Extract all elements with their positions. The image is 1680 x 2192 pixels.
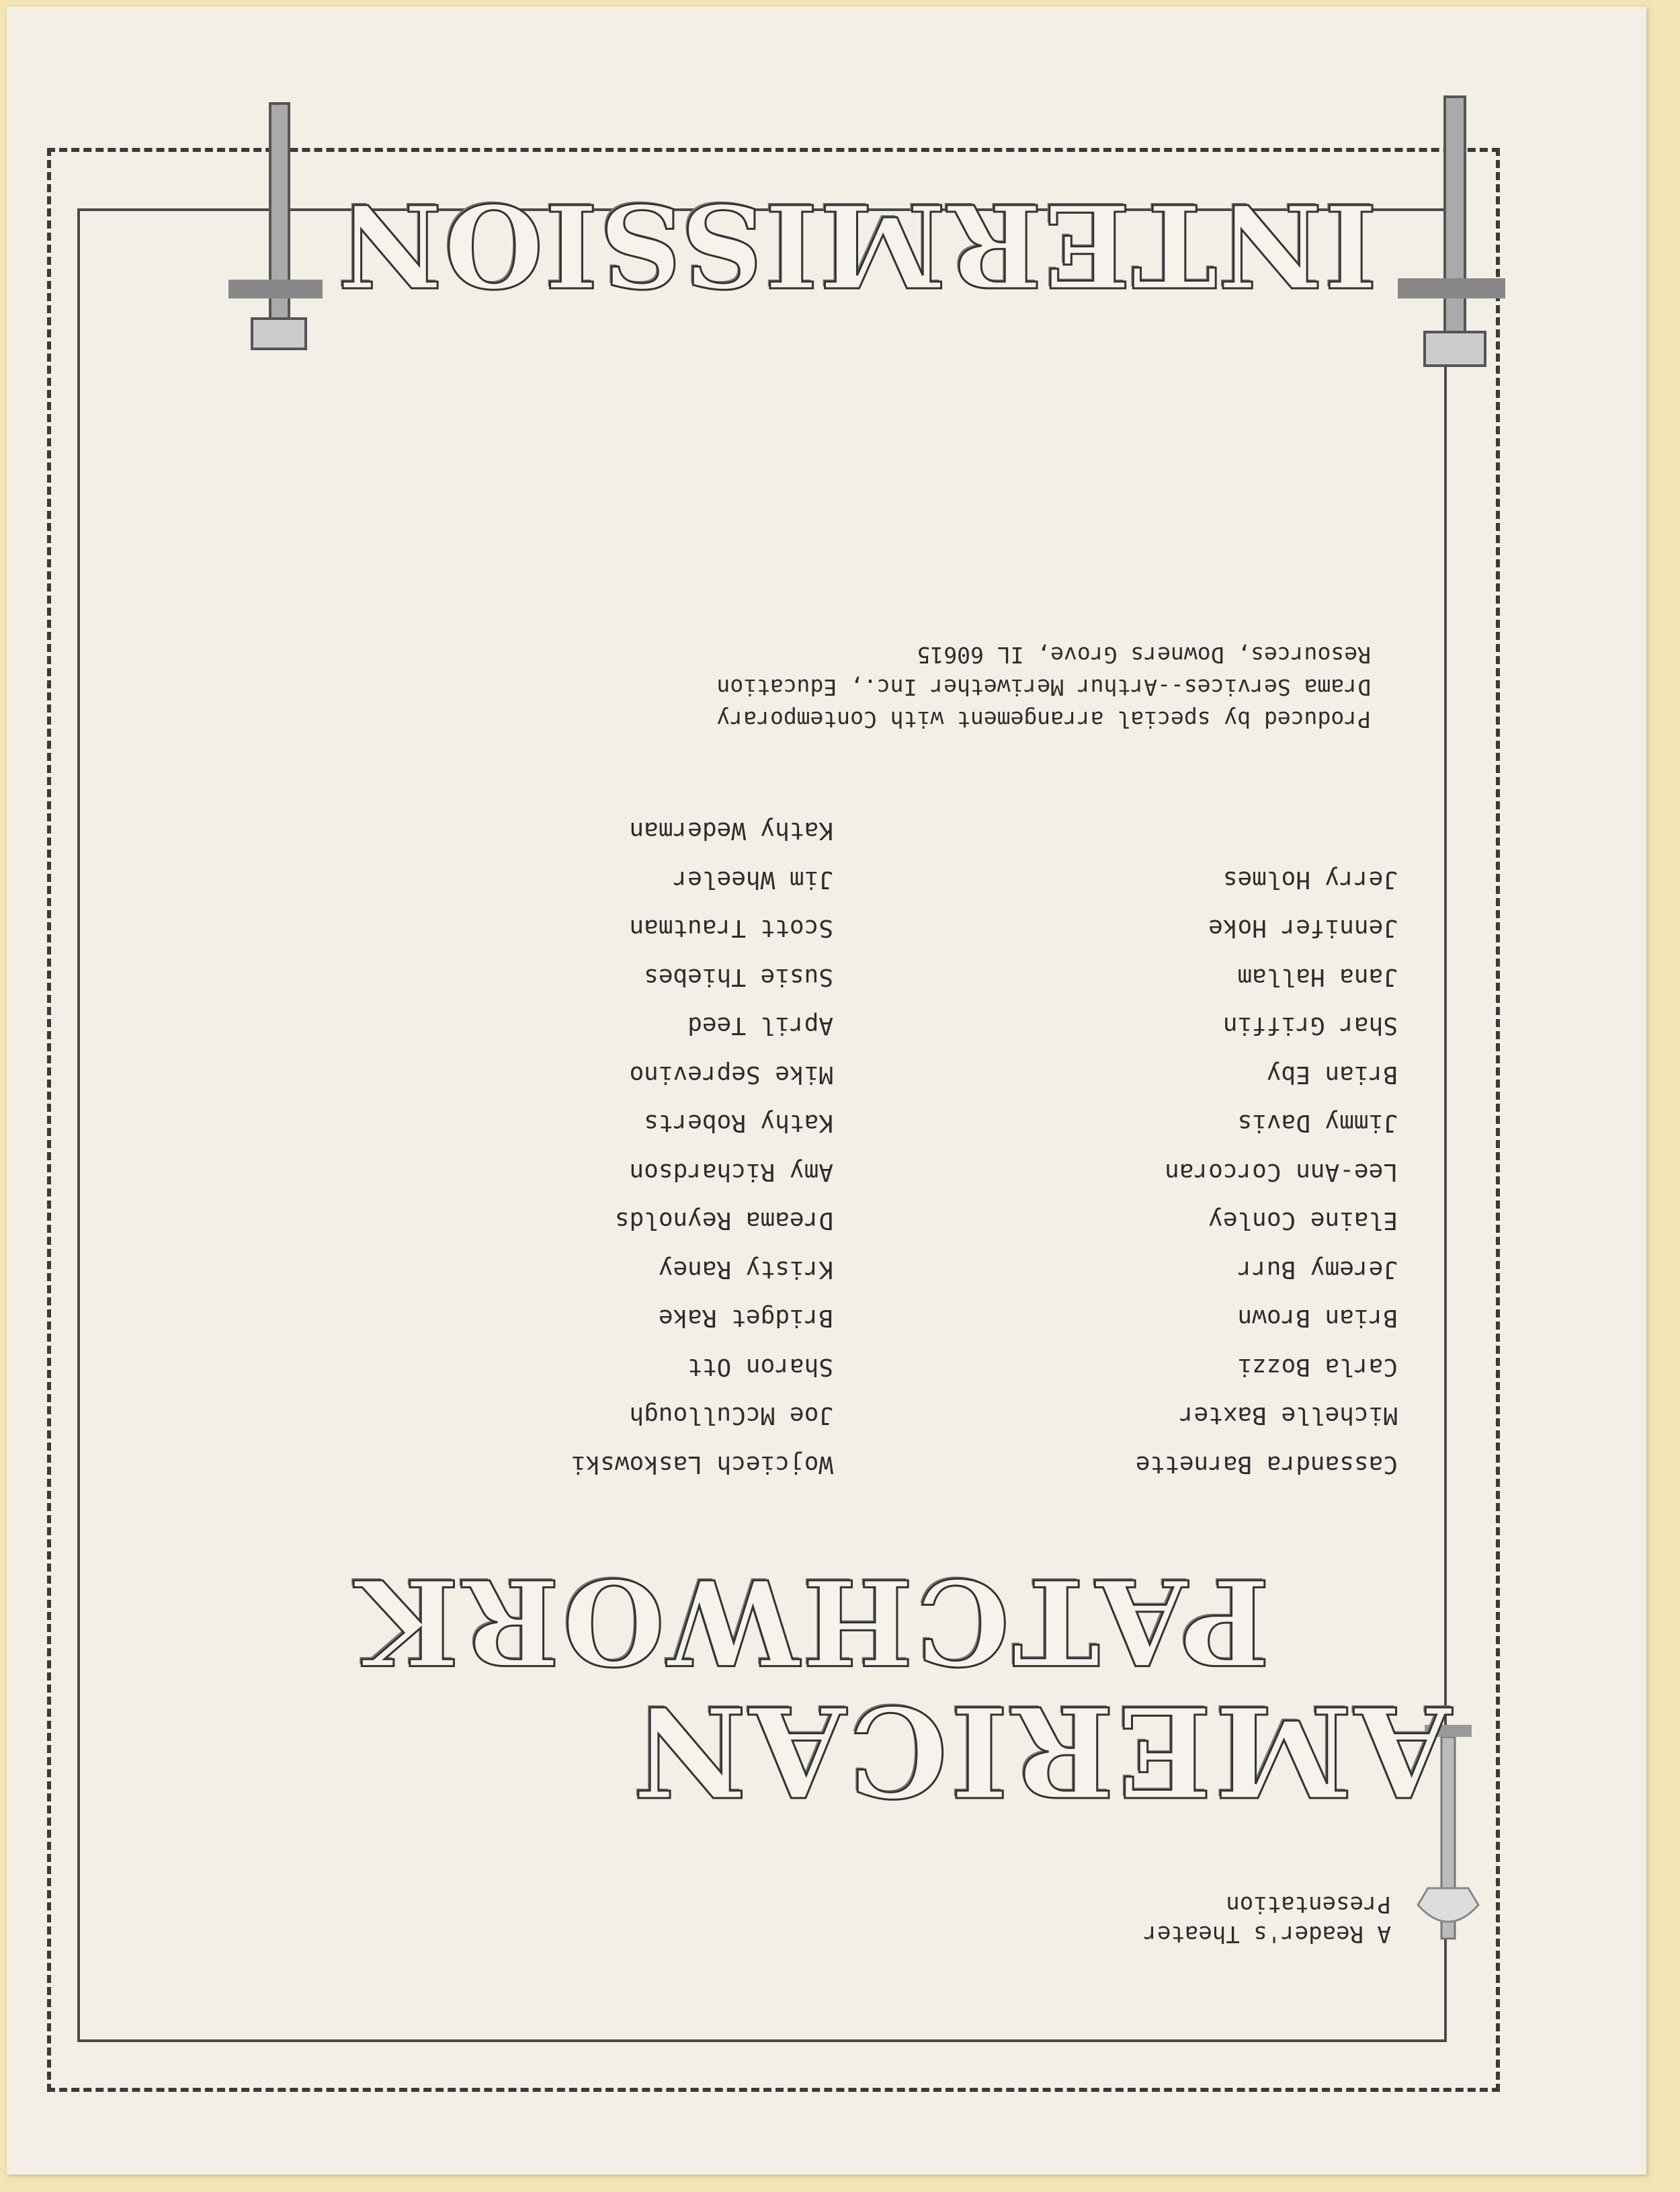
program-sheet (7, 7, 1646, 2175)
cast-list-right (571, 806, 833, 1488)
cast-name: Jerry Holmes (1222, 866, 1398, 893)
title-line-1: AMERICAN (630, 1678, 1452, 1824)
cast-name: Carla Bozzi (1237, 1353, 1398, 1381)
cast-name: Sharon Ott (687, 1353, 833, 1381)
cast-name: Cassandra Barnette (1135, 1451, 1398, 1478)
cast-name: Dreama Reynolds (614, 1207, 833, 1235)
credit-line-2: Drama Services--Arthur Meriwether Inc., Education (716, 674, 1371, 700)
credit-line-3: Resources, Downers Grove, IL 60615 (917, 642, 1371, 668)
cast-name: Susie Thiebes (644, 963, 833, 991)
cast-name: Jennifer Hoke (1208, 914, 1398, 942)
presentation-kicker (1144, 1890, 1391, 1949)
cast-name: Elaine Conley (1208, 1207, 1398, 1235)
cast-name: Jim Wheeler (673, 866, 833, 893)
cast-name: Kristy Raney (658, 1256, 833, 1283)
cast-name: Jana Hallam (1237, 963, 1398, 991)
cast-name: Kathy Roberts (644, 1109, 833, 1137)
cast-name: Jimmy Davis (1237, 1109, 1398, 1137)
cast-name: Shar Griffin (1222, 1012, 1398, 1040)
cast-name: Michelle Baxter (1179, 1402, 1398, 1430)
cast-name: Scott Trautman (629, 914, 833, 942)
lamp-post-icon (1391, 70, 1512, 379)
credit-line-1: Produced by special arrangement with Contemporary (716, 706, 1371, 733)
cast-name: Bridget Rake (658, 1304, 833, 1332)
cast-name: Kathy Wederman (629, 817, 833, 845)
cast-list-left (1136, 855, 1398, 1489)
title-line-2: PATCHWORK (354, 1552, 1270, 1690)
lamp-post-icon (222, 77, 329, 359)
cast-name: Amy Richardson (629, 1158, 833, 1186)
intermission-banner: INTERMISSION (337, 177, 1378, 312)
cast-name: Lee-Ann Corcoran (1165, 1158, 1398, 1186)
cast-name: Joe McCullough (629, 1402, 833, 1430)
cast-name: April Teed (687, 1012, 833, 1040)
cast-name: Brian Eby (1266, 1061, 1398, 1088)
cast-name: Wojciech Laskowski (571, 1451, 833, 1478)
cast-name: Mike Seprevino (629, 1061, 833, 1088)
cast-name: Brian Brown (1237, 1304, 1398, 1332)
upside-down-print (7, 6, 1646, 2174)
kicker-line-2: Presentation (1226, 1891, 1391, 1918)
production-credit (396, 639, 1371, 735)
kicker-line-1: A Reader's Theater (1143, 1920, 1391, 1947)
cast-name: Jeremy Burr (1237, 1256, 1398, 1283)
